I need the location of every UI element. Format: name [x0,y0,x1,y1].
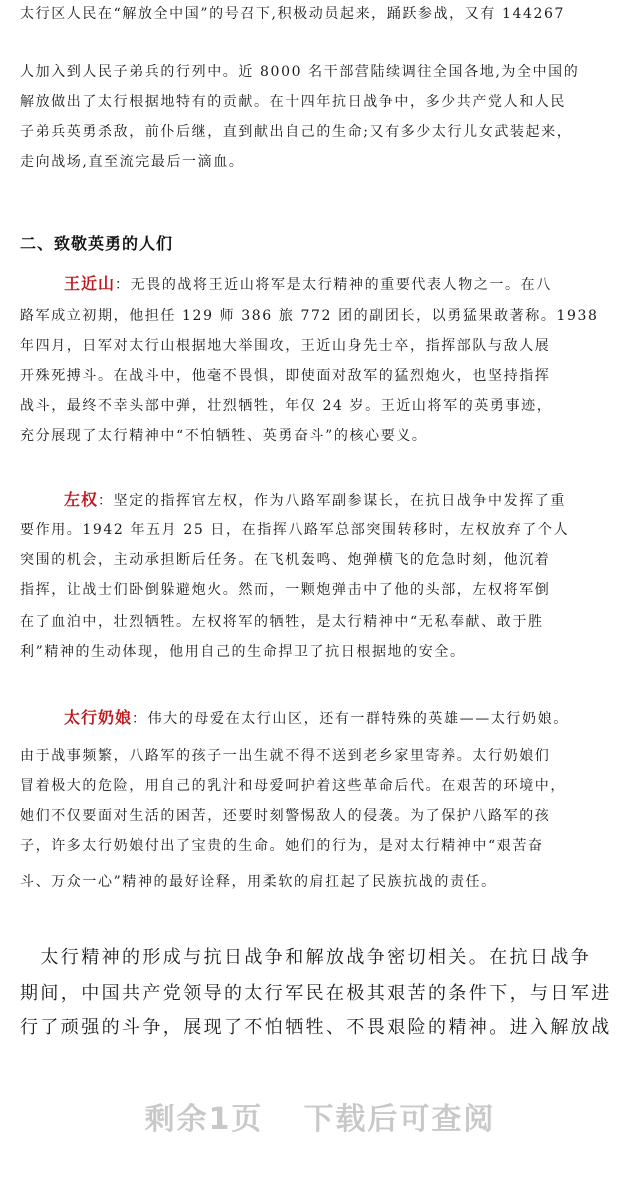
hero-text-line: 子，许多太行奶娘付出了宝贵的生命。她们的行为，是对太行精神中“艰苦奋 [20,838,544,854]
section-heading: 二、致敬英勇的人们 [20,234,174,253]
hero-intro-text: ：伟大的母爱在太行山区，还有一群特殊的英雄——太行奶娘。 [132,711,569,727]
hero-text-line: 路军成立初期，他担任 129 师 386 旅 772 团的副团长，以勇猛果敢著称。1938 [20,308,599,324]
download-to-view-label: 下载后可查阅 [303,1102,496,1137]
hero-text-line: 利”精神的生动体现，他用自己的生命捍卫了抗日根据地的安全。 [20,644,466,660]
intro-line: 走向战场,直至流完最后一滴血。 [20,154,245,170]
intro-line: 子弟兵英勇杀敌，前仆后继，直到献出自己的生命;又有多少太行儿女武装起来， [20,124,573,140]
hero-text-line: 斗、万众一心”精神的最好诠释，用柔软的肩扛起了民族抗战的责任。 [20,874,497,890]
hero-text-line: 要作用。1942 年五月 25 日，在指挥八路军总部突围转移时，左权放弃了个人 [20,522,570,538]
intro-line: 解放做出了太行根据地特有的贡献。在十四年抗日战争中，多少共产党人和人民 [20,94,566,110]
hero-text-line: 充分展现了太行精神中“不怕牺牲、英勇奋斗”的核心要义。 [20,428,428,444]
hero-text-line: 在了血泊中，壮烈牺牲。左权将军的牺牲，是太行精神中“无私奉献、敢于胜 [20,614,544,630]
hero-text-line: 冒着极大的危险，用自己的乳汁和母爱呵护着这些革命后代。在艰苦的环境中， [20,778,566,794]
intro-line: 太行区人民在“解放全中国”的号召下,积极动员起来，踊跃参战，又有 144267 [20,6,566,22]
hero-text-line: 突围的机会，主动承担断后任务。在飞机轰鸣、炮弹横飞的危急时刻，他沉着 [20,552,551,568]
hero-name: 太行奶娘 [64,708,133,727]
hero-text-line: 开殊死搏斗。在战斗中，他毫不畏惧，即使面对敌军的猛烈炮火，也坚持指挥 [20,368,551,384]
remaining-pages-label: 剩余1页 [144,1102,264,1137]
hero-intro-text: ：坚定的指挥官左权，作为八路军副参谋长，在抗日战争中发挥了重 [98,493,567,509]
hero-text-line: 战斗，最终不幸头部中弹，壮烈牺牲，年仅 24 岁。王近山将军的英勇事迹， [20,398,553,414]
hero-first-line [64,490,620,511]
closing-line: 行了顽强的斗争，展现了不怕牺牲、不畏艰险的精神。进入解放战 [20,1017,612,1038]
hero-text-line: 由于战事频繁，八路军的孩子一出生就不得不送到老乡家里寄养。太行奶娘们 [20,748,551,764]
hero-name: 左权 [64,490,99,509]
hero-text-line: 年四月，日军对太行山根据地大举围攻，王近山身先士卒，指挥部队与敌人展 [20,338,551,354]
hero-first-line [64,708,620,729]
closing-line: 期间，中国共产党领导的太行军民在极其艰苦的条件下，与日军进 [20,983,612,1004]
hero-intro-text: ：无畏的战将王近山将军是太行精神的重要代表人物之一。在八 [115,277,552,293]
hero-text-line: 指挥，让战士们卧倒躲避炮火。然而，一颗炮弹击中了他的头部，左权将军倒 [20,582,551,598]
closing-line: 太行精神的形成与抗日战争和解放战争密切相关。在抗日战争 [20,947,592,968]
hero-name: 王近山 [64,274,116,293]
hero-first-line [64,274,620,295]
remaining-pages-notice[interactable] [0,1100,640,1140]
intro-line: 人加入到人民子弟兵的行列中。近 8000 名干部营陆续调往全国各地,为全中国的 [20,64,580,80]
hero-text-line: 她们不仅要面对生活的困苦，还要时刻警惕敌人的侵袭。为了保护八路军的孩 [20,808,551,824]
